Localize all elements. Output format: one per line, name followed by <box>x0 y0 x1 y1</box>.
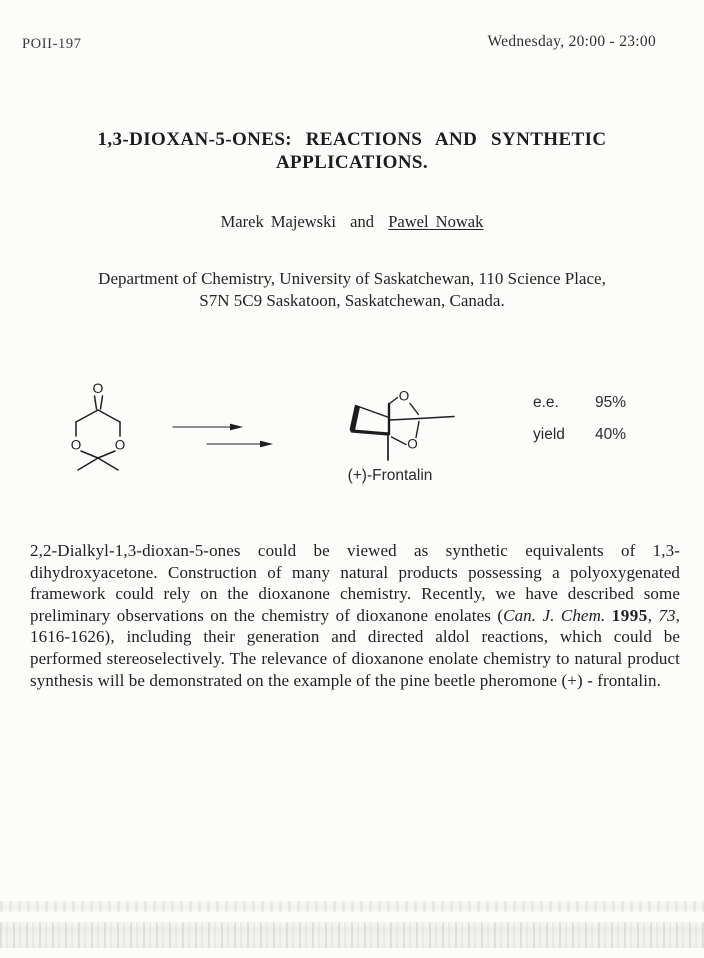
title-line-2: APPLICATIONS. <box>275 152 429 173</box>
author-pawel-nowak: Pawel Nowak <box>388 212 484 231</box>
affiliation-line-1: Department of Chemistry, University of Saskatchewan, 110 Science Place, <box>98 269 606 288</box>
frontalin-top-oxygen-label: O <box>398 388 410 404</box>
author-marek-majewski: Marek Majewski and <box>220 212 389 231</box>
reaction-arrows-icon <box>170 414 280 454</box>
abstract-text: 2,2-Dialkyl-1,3-dioxan-5-ones could be viewed as synthetic equivalents of 1,3-dihydroxyacetone. Construction of many natural products possessing a polyoxygenated framework could rely on the dioxanone chemistry. Recently, we have described some preliminary observations on the chemistry of dioxanone enolates (Can. J. Chem. 1995, 73, 1616-1626), including their generation and directed aldol reactions, which could be performed stereoselectively. The relevance of dioxanone enolate chemistry to natural product synthesis will be demonstrated on the example of the pine beetle pheromone (+) - frontalin. <box>30 541 680 690</box>
yield-label: yield <box>533 426 565 443</box>
dioxanone-structure-icon <box>68 372 132 474</box>
affiliation-line-2: S7N 5C9 Saskatoon, Saskatchewan, Canada. <box>199 290 505 310</box>
ketone-oxygen-label: O <box>92 380 104 396</box>
frontalin-bottom-oxygen-label: O <box>407 436 418 452</box>
result-row-ee <box>533 394 626 412</box>
product-name-label: (+)-Frontalin <box>347 467 433 484</box>
ring-oxygen-left-label: O <box>70 437 82 453</box>
scan-artifact-stripe <box>0 922 704 948</box>
frontalin-structure-icon <box>350 380 470 468</box>
result-row-yield <box>533 426 626 444</box>
session-time: Wednesday, 20:00 - 23:00 <box>487 33 656 50</box>
ee-value: 95% <box>595 394 627 411</box>
affiliation <box>0 268 704 311</box>
title-line-1: 1,3-DIOXAN-5-ONES: REACTIONS AND SYNTHETIC <box>97 129 607 150</box>
ee-label: e.e. <box>533 394 559 411</box>
poster-code: POII-197 <box>22 36 82 52</box>
scan-artifact-stripe <box>0 901 704 912</box>
yield-value: 40% <box>595 426 627 443</box>
reaction-results <box>533 394 626 458</box>
ring-oxygen-right-label: O <box>114 437 126 453</box>
authors-line <box>0 212 704 232</box>
page-title <box>0 128 704 174</box>
